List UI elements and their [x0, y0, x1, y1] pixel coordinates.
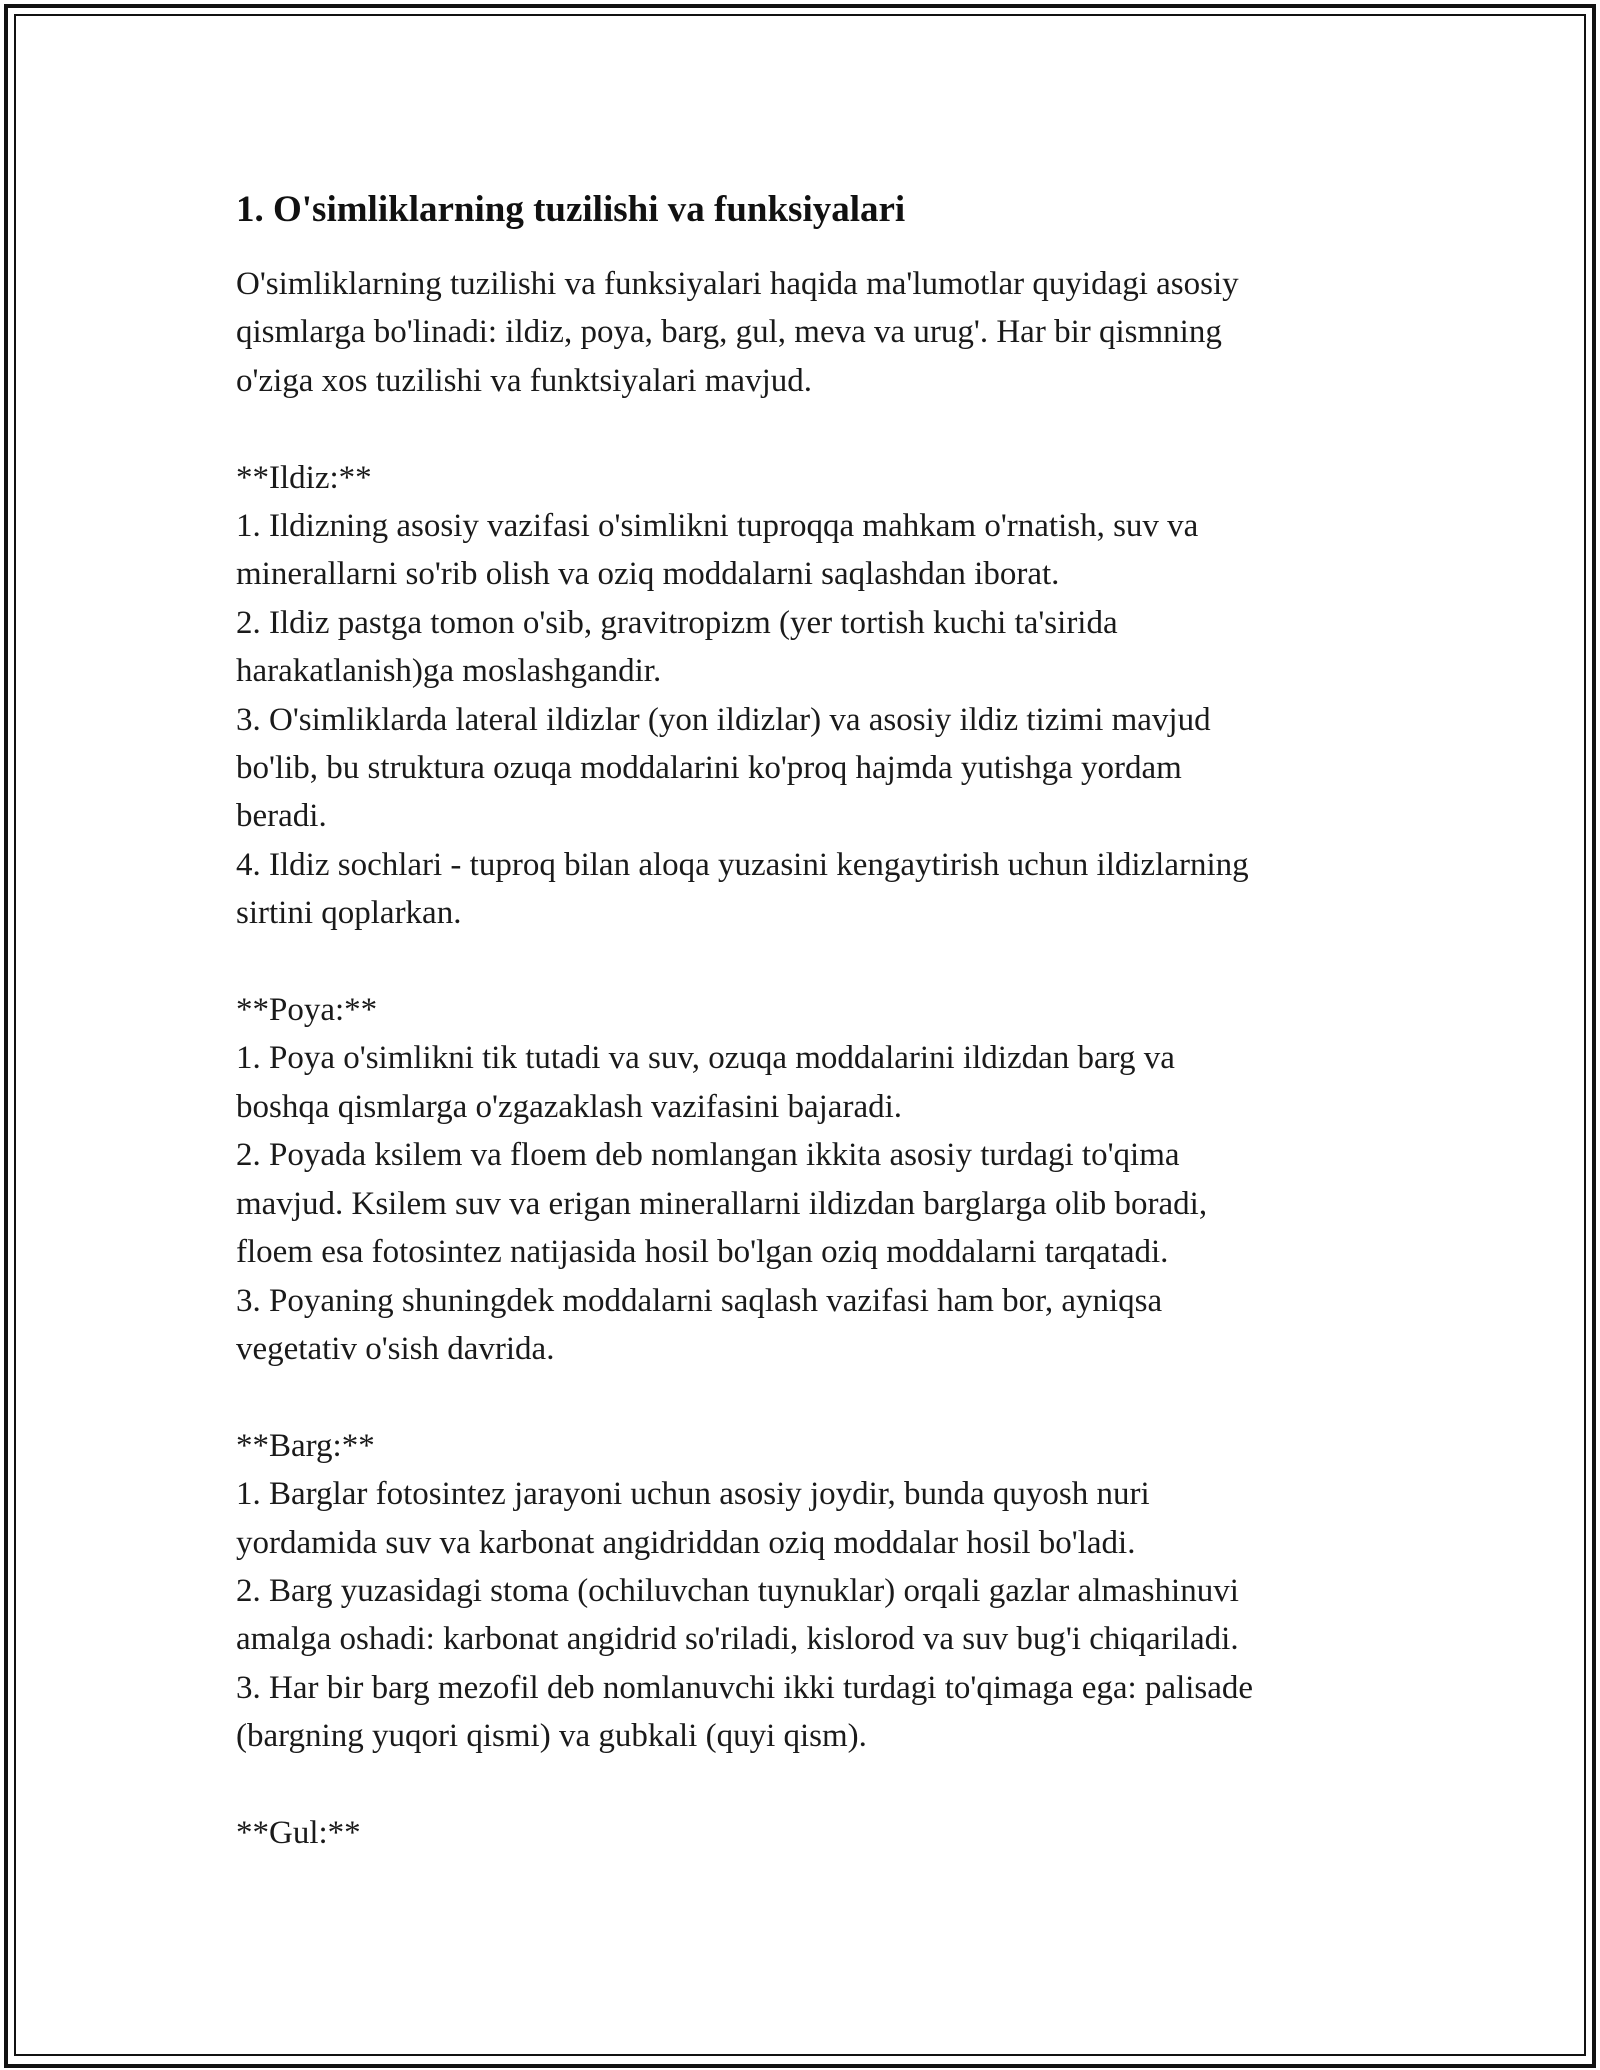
section-line: 4. Ildiz sochlari - tuproq bilan aloqa yuzasini kengaytirish uchun ildizlarning — [236, 846, 1249, 883]
intro-line: qismlarga bo'linadi: ildiz, poya, barg, gul, meva va urug'. Har bir qismning — [236, 314, 1222, 351]
spacer — [236, 405, 1376, 453]
section-line: 3. Har bir barg mezofil deb nomlanuvchi ikki turdagi to'qimaga ega: palisade — [236, 1669, 1254, 1706]
section-heading: **Gul:** — [236, 1814, 361, 1851]
section-heading: **Barg:** — [236, 1427, 375, 1464]
section-line: beradi. — [236, 798, 327, 835]
section-line: 3. Poyaning shuningdek moddalarni saqlash vazifasi ham bor, ayniqsa — [236, 1282, 1163, 1319]
section-poya — [236, 986, 1376, 1373]
section-line: 2. Poyada ksilem va floem deb nomlangan ikkita asosiy turdagi to'qima — [236, 1137, 1180, 1174]
section-line: sirtini qoplarkan. — [236, 895, 462, 932]
section-line: (bargning yuqori qismi) va gubkali (quyi qism). — [236, 1718, 867, 1755]
section-line: vegetativ o'sish davrida. — [236, 1330, 555, 1367]
section-line: 1. Barglar fotosintez jarayoni uchun asosiy joydir, bunda quyosh nuri — [236, 1476, 1150, 1513]
section-line: 2. Ildiz pastga tomon o'sib, gravitropizm (yer tortish kuchi ta'sirida — [236, 604, 1118, 641]
document-title: 1. O'simliklarning tuzilishi va funksiyalari — [236, 189, 906, 230]
section-line: minerallarni so'rib olish va oziq moddalarni saqlashdan iborat. — [236, 556, 1060, 593]
document-body — [236, 186, 1376, 1857]
intro-line: O'simliklarning tuzilishi va funksiyalari haqida ma'lumotlar quyidagi asosiy — [236, 266, 1239, 302]
section-line: 1. Poya o'simlikni tik tutadi va suv, ozuqa moddalarini ildizdan barg va — [236, 1040, 1175, 1077]
spacer — [236, 1761, 1376, 1809]
section-line: 2. Barg yuzasidagi stoma (ochiluvchan tuynuklar) orqali gazlar almashinuvi — [236, 1572, 1239, 1609]
section-ildiz — [236, 454, 1376, 938]
section-line: amalga oshadi: karbonat angidrid so'riladi, kislorod va suv bug'i chiqariladi. — [236, 1621, 1239, 1658]
section-line: bo'lib, bu struktura ozuqa moddalarini ko'proq hajmda yutishga yordam — [236, 750, 1182, 787]
intro-line: o'ziga xos tuzilishi va funktsiyalari mavjud. — [236, 362, 813, 399]
spacer — [236, 1373, 1376, 1421]
section-line: floem esa fotosintez natijasida hosil bo'lgan oziq moddalarni tarqatadi. — [236, 1234, 1169, 1271]
section-gul — [236, 1809, 1376, 1857]
intro-paragraph — [236, 260, 1376, 405]
section-line: mavjud. Ksilem suv va erigan minerallarni ildizdan barglarga olib boradi, — [236, 1185, 1208, 1222]
section-heading: **Ildiz:** — [236, 459, 372, 496]
section-heading: **Poya:** — [236, 992, 378, 1029]
section-line: boshqa qismlarga o'zgazaklash vazifasini bajaradi. — [236, 1088, 903, 1125]
section-line: 1. Ildizning asosiy vazifasi o'simlikni tuproqqa mahkam o'rnatish, suv va — [236, 508, 1199, 545]
section-line: harakatlanish)ga moslashgandir. — [236, 653, 662, 690]
section-barg — [236, 1422, 1376, 1761]
spacer — [236, 938, 1376, 986]
section-line: yordamida suv va karbonat angidriddan oziq moddalar hosil bo'ladi. — [236, 1524, 1136, 1561]
section-line: 3. O'simliklarda lateral ildizlar (yon ildizlar) va asosiy ildiz tizimi mavjud — [236, 701, 1211, 738]
